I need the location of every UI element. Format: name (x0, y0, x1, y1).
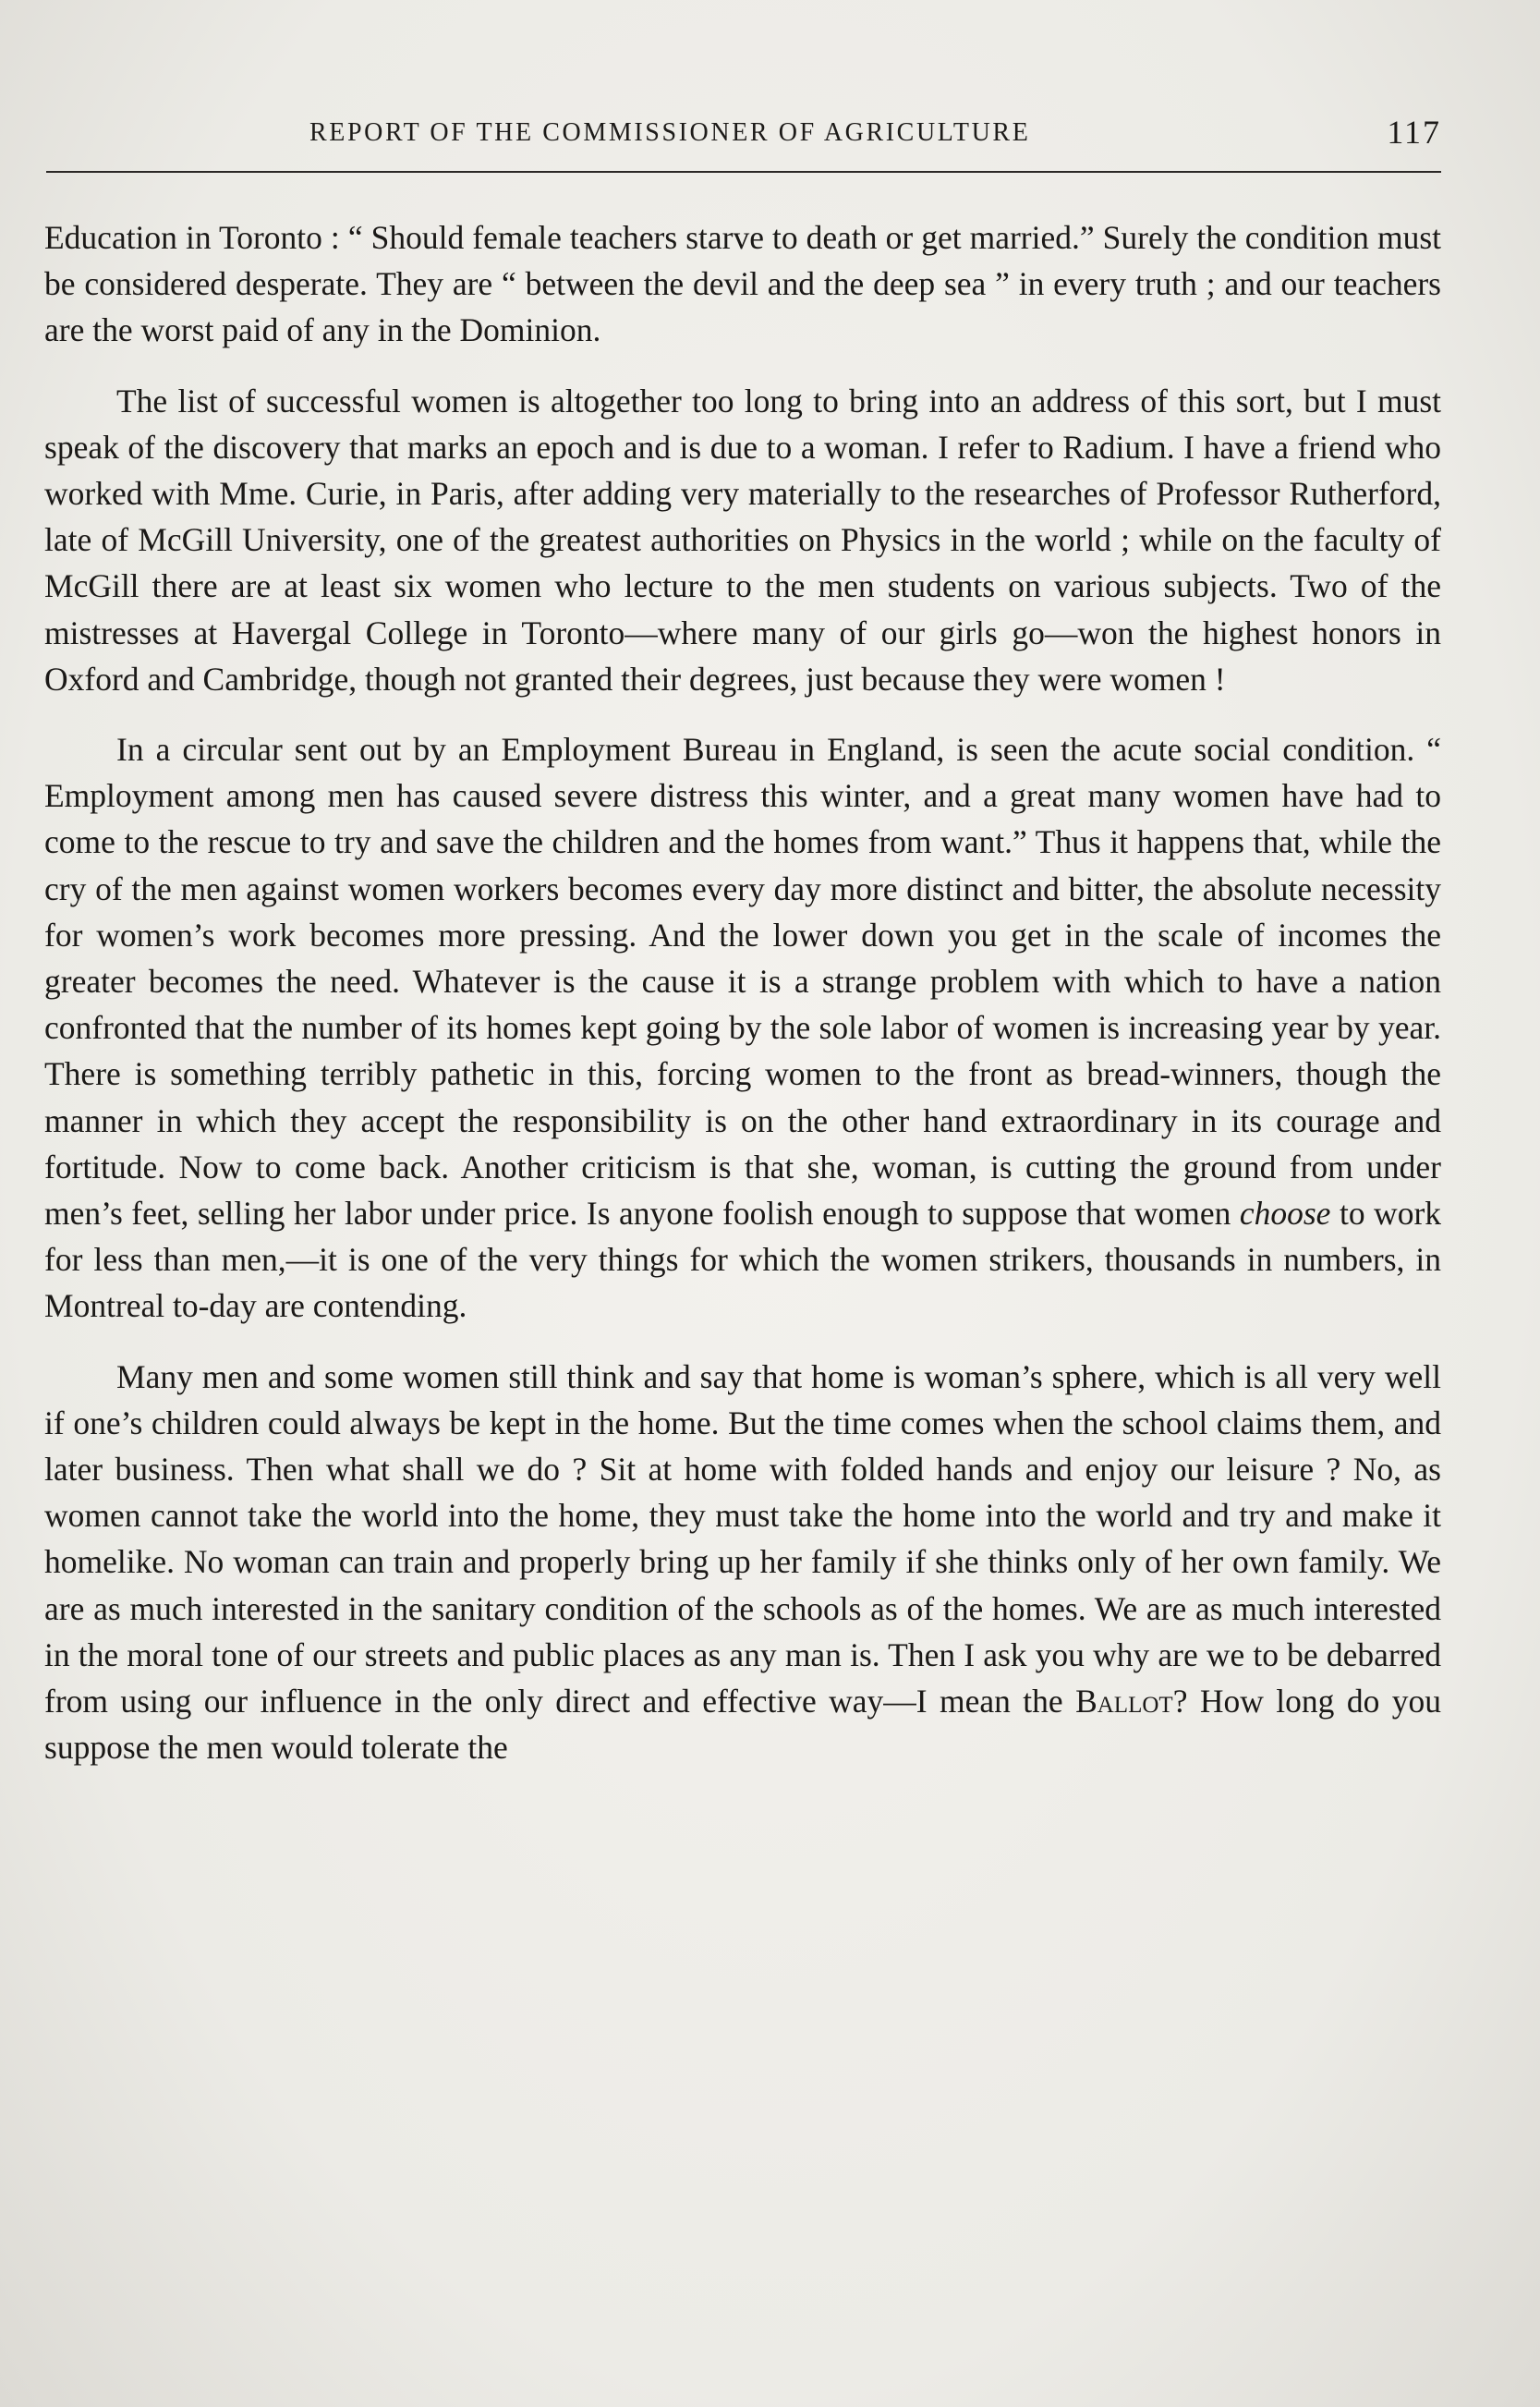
paragraph-3 (44, 726, 1441, 1330)
paragraph-3-emphasis: choose (1239, 1195, 1331, 1233)
body-text (44, 214, 1441, 1771)
paragraph-3-text-b: to work for less than men,—it is one of the very things for which the women strikers, thousands in numbers, in Montreal to-day are contending. (44, 1195, 1442, 1325)
paragraph-4 (44, 1354, 1441, 1771)
header-rule (46, 171, 1441, 173)
paragraph-4-text-a: Many men and some women still think and say that home is woman’s sphere, which is all very well if one’s children could always be kept in the home. But the time comes when the school claims them, and later business. Then what shall we do ? Sit at home with folded hands and enjoy our leisure ? No, as women cannot take the world into the home, they must take the home into the world and try and make it homelike. No woman can train and properly bring up her family if she thinks only of her own family. We are as much interested in the sanitary condition of the schools as of the homes. We are as much interested in the moral tone of our streets and public places as any man is. Then I ask you why are we to be debarred from using our influence in the only direct and effective way—I mean the (44, 1357, 1441, 1720)
running-title: REPORT OF THE COMMISSIONER OF AGRICULTURE (309, 118, 1031, 147)
paragraph-4-text-b: ? How long do you suppose the men would tolerate the (44, 1683, 1441, 1767)
page-number: 117 (1387, 114, 1441, 151)
paragraph-4-smallcaps: Ballot (1075, 1683, 1173, 1720)
paragraph-3-text-a: In a circular sent out by an Employment Bureau in England, is seen the acute social condition. “ Employment among men has caused severe distress this winter, and a great many women have had to come to the rescue to try and save the children and the homes from want.” Thus it happens that, while the cry of the men against women workers becomes every day more distinct and bitter, the absolute necessity for women’s work becomes more pressing. And the lower down you get in the scale of incomes the greater becomes the need. Whatever is the cause it is a strange problem with which to have a nation confronted that the number of its homes kept going by the sole labor of women is increasing year by year. There is something terribly pathetic in this, forcing women to the front as bread-winners, though the manner in which they accept the responsibility is on the other hand extraordinary in its courage and fortitude. Now to come back. Another criticism is that she, woman, is cutting the ground from under men’s feet, selling her labor under price. Is anyone foolish enough to suppose that women (44, 731, 1441, 1233)
paragraph-2: The list of successful women is altogether too long to bring into an address of this sort, but I must speak of the discovery that marks an epoch and is due to a woman. I refer to Radium. I have a friend who worked with Mme. Curie, in Paris, after adding very materially to the researches of Professor Rutherford, late of McGill University, one of the greatest authorities on Physics in the world ; while on the faculty of McGill there are at least six women who lecture to the men students on various subjects. Two of the mistresses at Havergal College in Toronto—where many of our girls go—won the highest honors in Oxford and Cambridge, though not granted their degrees, just because they were women ! (44, 382, 1441, 698)
running-header (46, 111, 1441, 166)
paragraph-1: Education in Toronto : “ Should female teachers starve to death or get married.” Surely the condition must be considered desperate. They are “ between the devil and the deep sea ” in every truth ; and our teachers are the worst paid of any in the Dominion. (44, 219, 1441, 349)
